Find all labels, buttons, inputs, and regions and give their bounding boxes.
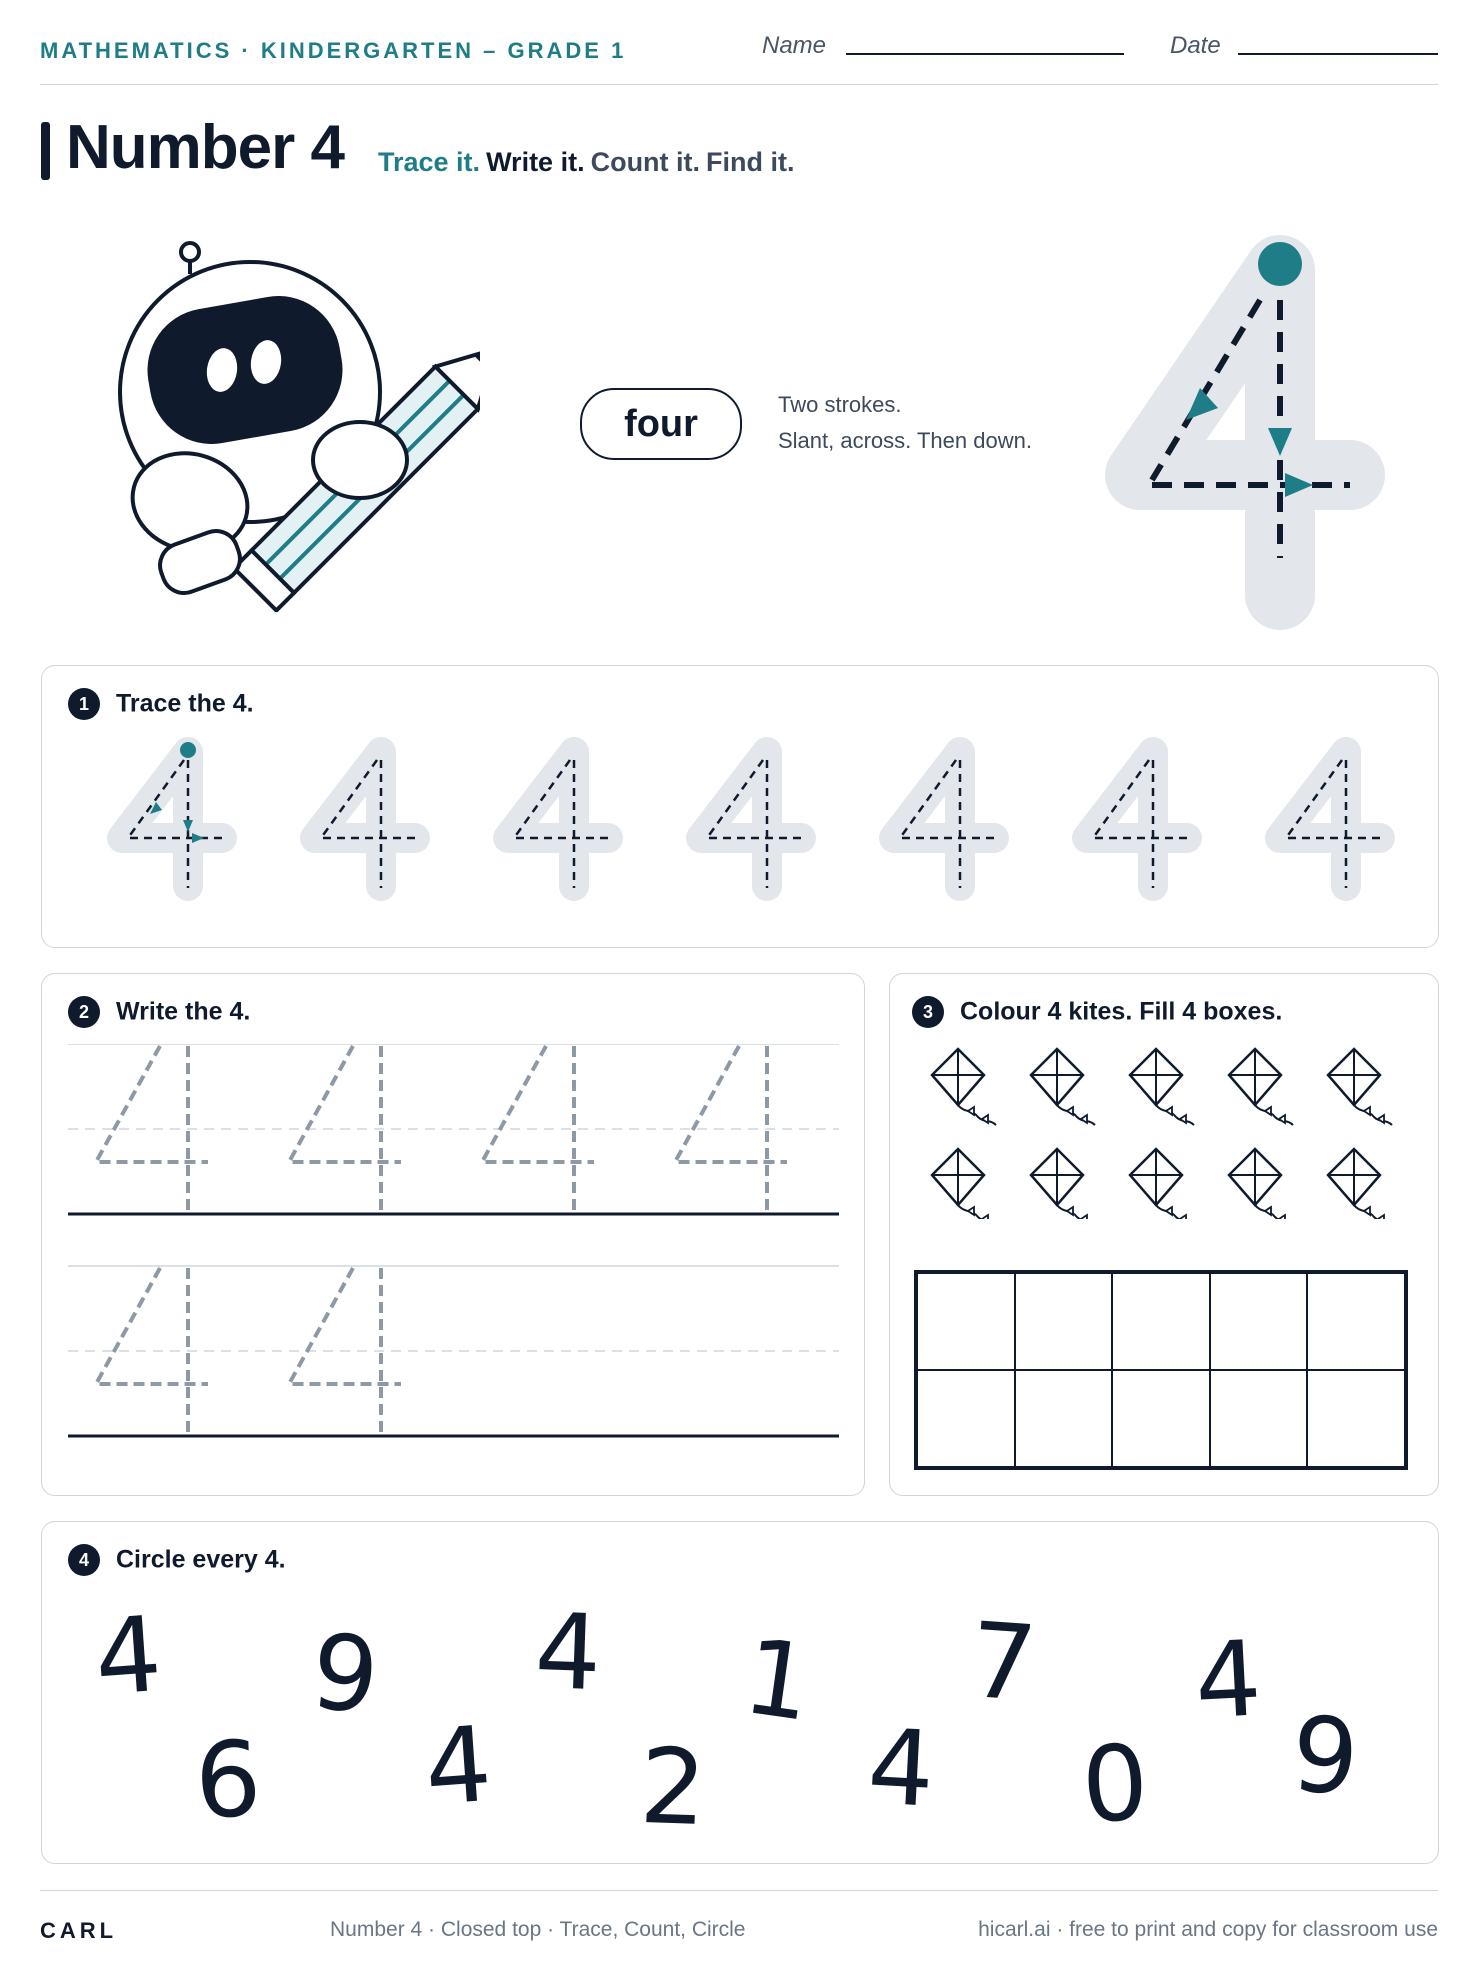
- ten-frame-box[interactable]: [1015, 1370, 1113, 1467]
- ten-frame-box[interactable]: [1015, 1273, 1113, 1370]
- handwriting-lines: [42, 1044, 864, 1484]
- ten-frame-box[interactable]: [1307, 1273, 1405, 1370]
- kite-icon: [1328, 1049, 1392, 1125]
- trace-four: [508, 752, 608, 888]
- kite-icon: [932, 1049, 996, 1125]
- kite-icon: [1229, 1049, 1293, 1125]
- section-number-badge: 4: [68, 1544, 100, 1576]
- kite-icon: [1130, 1149, 1194, 1219]
- section-number-badge: 2: [68, 996, 100, 1028]
- ten-frame: [914, 1270, 1408, 1470]
- trace-panel: [41, 665, 1439, 948]
- trace-four: [894, 752, 994, 888]
- trace-four: [122, 742, 222, 888]
- circle-digit[interactable]: 2: [637, 1724, 709, 1850]
- name-label: Name: [762, 32, 827, 59]
- ten-frame-box[interactable]: [1112, 1273, 1210, 1370]
- tagline: [378, 147, 801, 178]
- kite-icon: [1031, 1049, 1095, 1125]
- circle-digit[interactable]: 7: [965, 1598, 1041, 1726]
- stroke-order-four: [1100, 220, 1400, 630]
- section-number-badge: 1: [68, 688, 100, 720]
- write-four: [675, 1046, 787, 1214]
- kite-icon: [1031, 1149, 1095, 1219]
- section-3-heading: [912, 996, 1282, 1028]
- write-four: [96, 1268, 208, 1436]
- section-title: Write the 4.: [116, 997, 251, 1026]
- write-four: [96, 1046, 208, 1214]
- circle-digit[interactable]: 9: [305, 1609, 385, 1739]
- ten-frame-box[interactable]: [1210, 1273, 1308, 1370]
- trace-four: [701, 752, 801, 888]
- tagline-count: Count it.: [590, 147, 701, 177]
- section-number-badge: 3: [912, 996, 944, 1028]
- header-divider: [40, 84, 1438, 85]
- write-four: [289, 1046, 401, 1214]
- circle-digit[interactable]: 4: [864, 1705, 938, 1831]
- tagline-trace: Trace it.: [378, 147, 481, 177]
- circle-digit[interactable]: 4: [1191, 1617, 1265, 1743]
- footer-link[interactable]: hicarl.ai · free to print and copy for classroom use: [978, 1918, 1438, 1941]
- robot-mascot-icon: [110, 232, 480, 612]
- number-word-pill: four: [580, 388, 742, 460]
- kite-icon: [1229, 1149, 1293, 1219]
- section-2-heading: [68, 996, 250, 1028]
- circle-digit[interactable]: 9: [1287, 1692, 1363, 1820]
- ten-frame-box[interactable]: [917, 1370, 1015, 1467]
- subject-label: MATHEMATICS · KINDERGARTEN – GRADE 1: [40, 38, 627, 63]
- footer-description: Number 4 · Closed top · Trace, Count, Circle: [330, 1918, 746, 1941]
- trace-four: [1280, 752, 1380, 888]
- page-title: Number 4: [66, 113, 344, 182]
- section-4-heading: [68, 1544, 286, 1576]
- date-label: Date: [1170, 32, 1221, 59]
- section-1-heading: [68, 688, 254, 720]
- circle-digit[interactable]: 1: [736, 1614, 820, 1746]
- kite-icon: [1328, 1149, 1392, 1219]
- name-line: [846, 53, 1124, 55]
- ten-frame-box[interactable]: [917, 1273, 1015, 1370]
- kite-icon: [932, 1149, 996, 1219]
- circle-digit[interactable]: 4: [90, 1592, 166, 1720]
- section-title: Circle every 4.: [116, 1545, 286, 1574]
- circle-digit[interactable]: 4: [532, 1589, 604, 1715]
- ten-frame-box[interactable]: [1210, 1370, 1308, 1467]
- trace-four: [315, 752, 415, 888]
- circle-digit[interactable]: 4: [420, 1702, 496, 1830]
- tagline-find: Find it.: [706, 147, 795, 177]
- write-four: [289, 1268, 401, 1436]
- circle-digit[interactable]: 0: [1078, 1721, 1152, 1847]
- trace-four: [1087, 752, 1187, 888]
- footer-divider: [40, 1890, 1438, 1891]
- circle-digit[interactable]: 6: [192, 1717, 264, 1843]
- section-title: Trace the 4.: [116, 689, 254, 718]
- ten-frame-box[interactable]: [1307, 1370, 1405, 1467]
- write-panel: [41, 973, 865, 1496]
- instruction-line-1: Two strokes.: [778, 392, 902, 417]
- ten-frame-box[interactable]: [1112, 1370, 1210, 1467]
- write-four: [482, 1046, 594, 1214]
- title-accent-bar: [41, 122, 50, 180]
- brand-logo: CARL: [40, 1918, 118, 1943]
- kite-grid: [890, 1039, 1438, 1219]
- kite-icon: [1130, 1049, 1194, 1125]
- trace-row: [42, 734, 1438, 939]
- section-title: Colour 4 kites. Fill 4 boxes.: [960, 997, 1283, 1026]
- tagline-write: Write it.: [486, 147, 585, 177]
- date-line: [1238, 53, 1438, 55]
- instruction-line-2: Slant, across. Then down.: [778, 428, 1032, 453]
